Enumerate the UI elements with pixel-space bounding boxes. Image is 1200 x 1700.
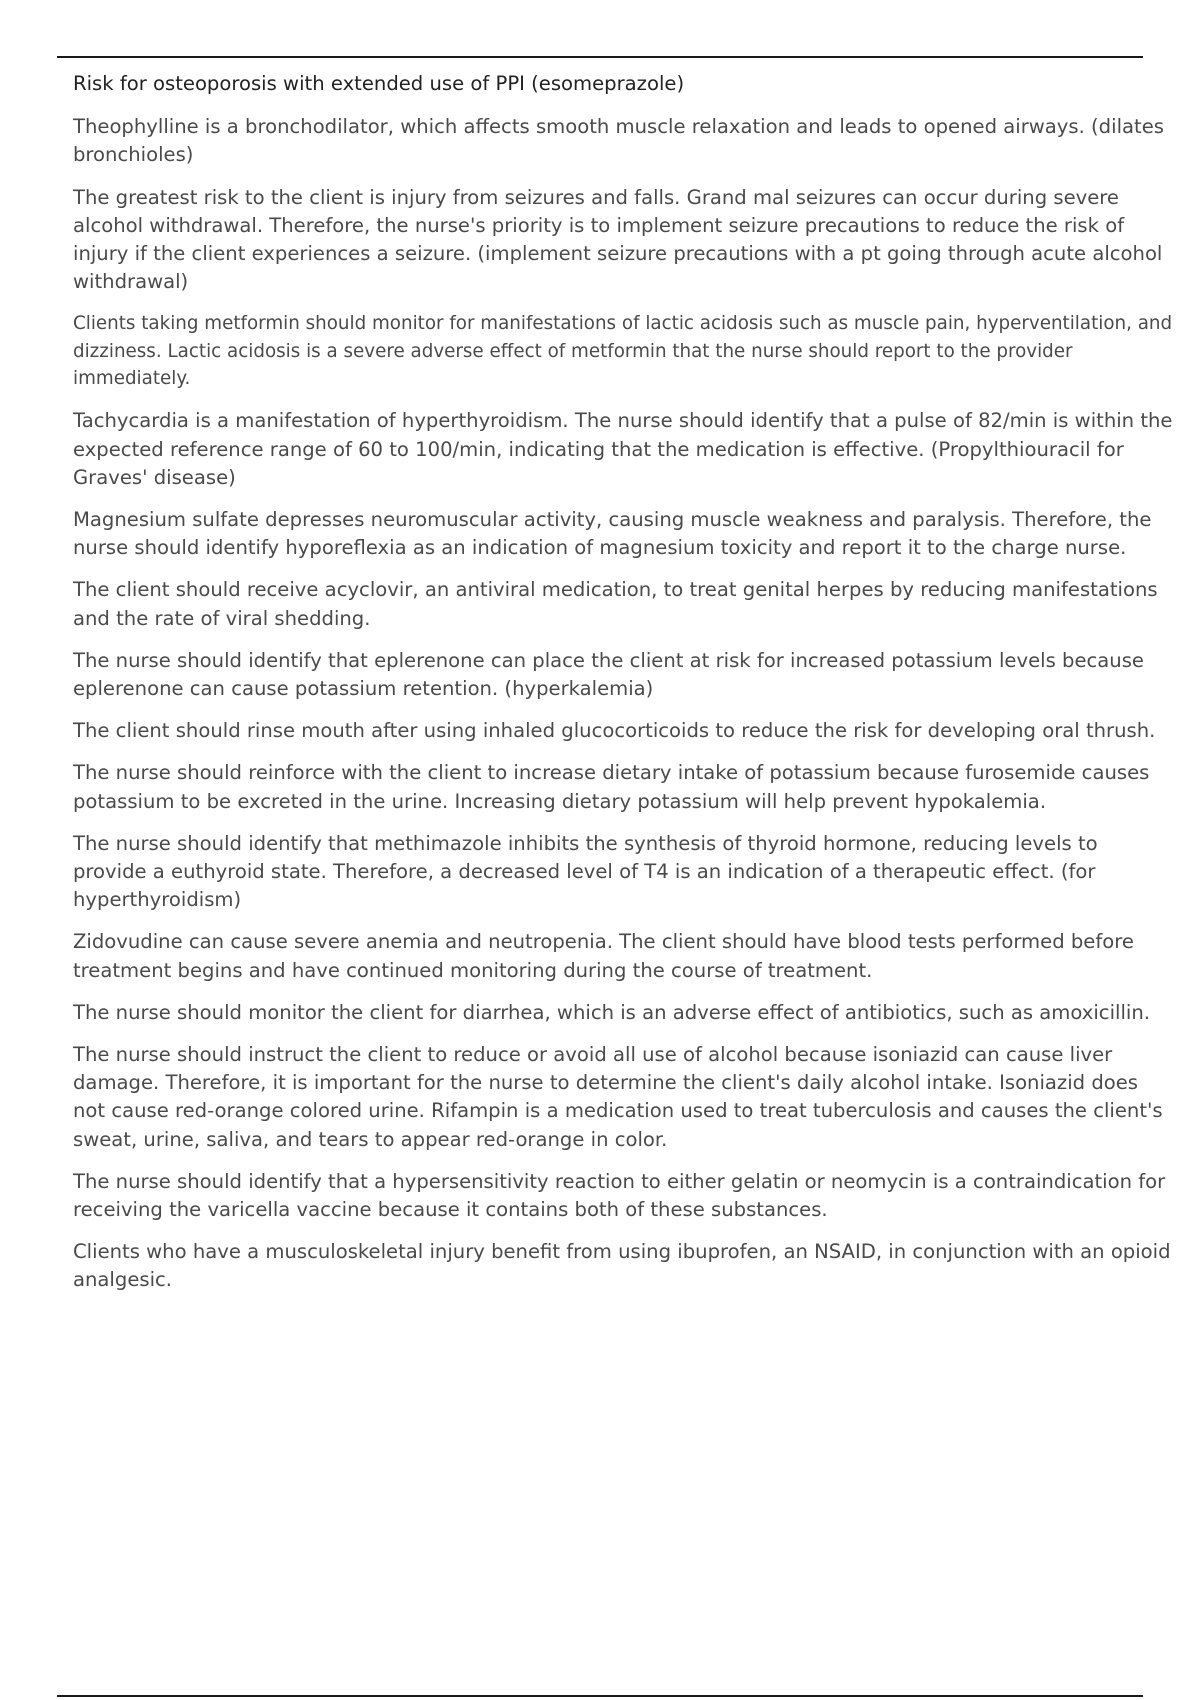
- paragraph: The nurse should reinforce with the client to increase dietary intake of potassium because furosemide causes potassium to be excreted in the urine. Increasing dietary potassium will help prevent hypokalemia.: [73, 761, 1150, 813]
- paragraph: Theophylline is a bronchodilator, which affects smooth muscle relaxation and leads to opened airways. (dilates bronchioles): [73, 115, 1164, 167]
- top-rule: [57, 56, 1143, 58]
- document-body: [73, 70, 1173, 1309]
- paragraph: Tachycardia is a manifestation of hyperthyroidism. The nurse should identify that a pulse of 82/min is within the expected reference range of 60 to 100/min, indicating that the medication is effective. (Propylthiouracil for Graves' disease): [73, 409, 1173, 489]
- paragraph-heading: Risk for osteoporosis with extended use of PPI (esomeprazole): [73, 72, 685, 95]
- paragraph: The client should receive acyclovir, an antiviral medication, to treat genital herpes by reducing manifestations and the rate of viral shedding.: [73, 578, 1158, 630]
- paragraph: The nurse should identify that a hypersensitivity reaction to either gelatin or neomycin is a contraindication for receiving the varicella vaccine because it contains both of these substances.: [73, 1169, 1166, 1221]
- paragraph: The nurse should identify that eplerenone can place the client at risk for increased potassium levels because eplerenone can cause potassium retention. (hyperkalemia): [73, 648, 1144, 700]
- paragraph: Clients taking metformin should monitor for manifestations of lactic acidosis such as muscle pain, hyperventilation, and dizziness. Lactic acidosis is a severe adverse effect of metformin that the nurse should report to the provider immediately.: [73, 313, 1173, 390]
- paragraph: The greatest risk to the client is injury from seizures and falls. Grand mal seizures can occur during severe alcohol withdrawal. Therefore, the nurse's priority is to implement seizure precautions to reduce the risk of injury if the client experiences a seizure. (implement seizure precautions with a pt going through acute alcohol withdrawal): [73, 185, 1163, 294]
- paragraph: The nurse should identify that methimazole inhibits the synthesis of thyroid hormone, reducing levels to provide a euthyroid state. Therefore, a decreased level of T4 is an indication of a therapeutic effect. (for hyperthyroidism): [73, 831, 1098, 912]
- paragraph: Zidovudine can cause severe anemia and neutropenia. The client should have blood tests performed before treatment begins and have continued monitoring during the course of treatment.: [73, 930, 1134, 982]
- paragraph: The client should rinse mouth after using inhaled glucocorticoids to reduce the risk for developing oral thrush.: [73, 719, 1156, 743]
- paragraph: The nurse should monitor the client for diarrhea, which is an adverse effect of antibiotics, such as amoxicillin.: [73, 1000, 1151, 1024]
- paragraph: The nurse should instruct the client to reduce or avoid all use of alcohol because isoniazid can cause liver damage. Therefore, it is important for the nurse to determine the client's daily alcohol intake. Isoniazid does not cause red-orange colored urine. Rifampin is a medication used to treat tuberculosis and causes the client's sweat, urine, saliva, and tears to appear red-orange in color.: [73, 1042, 1163, 1151]
- paragraph: Magnesium sulfate depresses neuromuscular activity, causing muscle weakness and paralysis. Therefore, the nurse should identify hyporeflexia as an indication of magnesium toxicity and report it to the charge nurse.: [73, 507, 1152, 560]
- bottom-rule: [57, 1695, 1143, 1697]
- paragraph: Clients who have a musculoskeletal injury benefit from using ibuprofen, an NSAID, in conjunction with an opioid analgesic.: [73, 1240, 1171, 1292]
